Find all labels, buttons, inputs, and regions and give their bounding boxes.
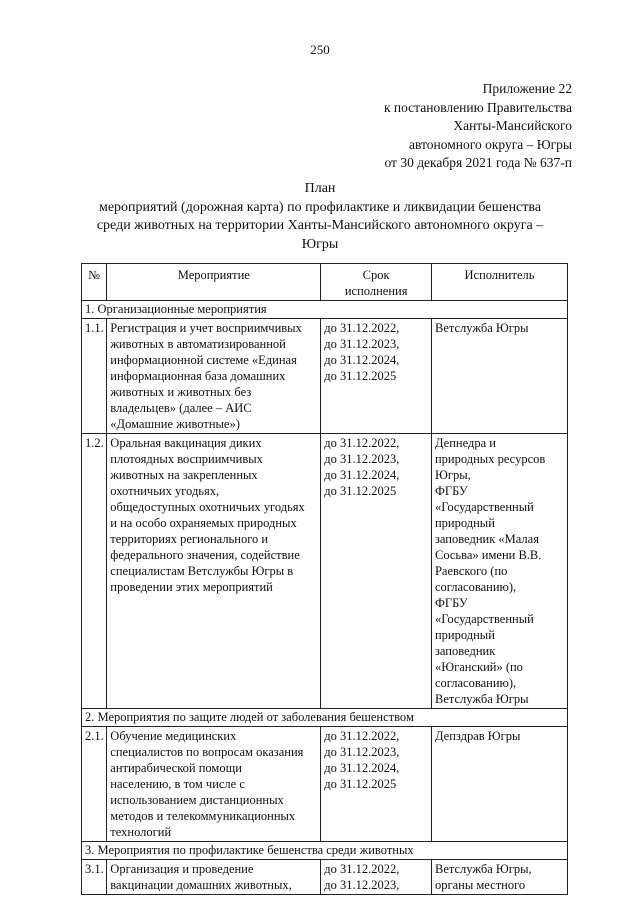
row-event-line: Организация и проведение bbox=[110, 862, 254, 876]
row-term-line: до 31.12.2023, bbox=[324, 878, 400, 892]
row-event bbox=[107, 434, 321, 709]
table-row bbox=[82, 434, 568, 709]
row-event-line: и на особо охраняемых природных bbox=[110, 516, 297, 530]
row-event bbox=[107, 860, 321, 895]
row-executor-line: «Государственный bbox=[434, 612, 534, 626]
appendix-line: к постановлению Правительства bbox=[383, 99, 572, 115]
row-event-line: антирабической помощи bbox=[110, 761, 242, 775]
section-title: 1. Организационные мероприятия bbox=[82, 301, 568, 319]
row-term-line: до 31.12.2022, bbox=[324, 321, 400, 335]
row-term-line: до 31.12.2023, bbox=[324, 452, 400, 466]
appendix-line: Приложение 22 bbox=[482, 81, 572, 96]
row-executor-line: Югры, bbox=[434, 468, 471, 482]
plan-title-line: среди животных на территории Ханты-Мансийского автономного округа – bbox=[96, 218, 544, 233]
table-header-row bbox=[82, 264, 568, 301]
section-row bbox=[82, 301, 568, 319]
table-row bbox=[82, 860, 568, 895]
row-event-line: специалистов по вопросам оказания bbox=[110, 745, 304, 759]
appendix-block bbox=[384, 80, 572, 173]
row-term-line: до 31.12.2023, bbox=[324, 337, 400, 351]
row-event bbox=[107, 727, 321, 842]
row-event-line: использованием дистанционных bbox=[110, 793, 284, 807]
row-executor bbox=[431, 727, 567, 842]
row-event-line: «Домашние животные») bbox=[110, 417, 240, 431]
row-term-line: до 31.12.2025 bbox=[324, 777, 397, 791]
row-executor bbox=[431, 319, 567, 434]
section-row bbox=[82, 709, 568, 727]
table-row bbox=[82, 319, 568, 434]
section-title: 3. Мероприятия по профилактике бешенства среди животных bbox=[82, 842, 568, 860]
appendix-line: автономного округа – Югры bbox=[409, 136, 572, 152]
row-executor-line: Сосьва» имени В.В. bbox=[434, 548, 542, 562]
row-event-line: Регистрация и учет восприимчивых bbox=[110, 321, 302, 335]
row-executor-line: согласованию), bbox=[434, 580, 517, 594]
row-executor-line: «Юганский» (по bbox=[434, 660, 523, 674]
row-term-line: до 31.12.2025 bbox=[324, 369, 397, 383]
row-event-line: информационной системе «Единая bbox=[110, 353, 297, 367]
row-event-line: территориях регионального и bbox=[110, 532, 269, 546]
plan-title-line: мероприятий (дорожная карта) по профилактике и ликвидации бешенства bbox=[98, 199, 542, 215]
row-event-line: животных в автоматизированной bbox=[110, 337, 286, 351]
row-event-line: технологий bbox=[110, 825, 172, 839]
row-event-line: владельцев» (далее – АИС bbox=[110, 401, 252, 415]
row-event-line: Оральная вакцинация диких bbox=[110, 436, 262, 450]
row-event-line: животных на закрепленных bbox=[110, 468, 258, 482]
row-term-line: до 31.12.2024, bbox=[324, 353, 400, 367]
row-event-line: плотоядных восприимчивых bbox=[110, 452, 263, 466]
row-term bbox=[321, 860, 432, 895]
header-num: № bbox=[82, 264, 107, 301]
row-event-line: проведении этих мероприятий bbox=[110, 580, 273, 594]
row-executor-line: Раевского (по bbox=[434, 564, 508, 578]
header-executor: Исполнитель bbox=[431, 264, 567, 301]
row-executor-line: ФГБУ bbox=[434, 596, 468, 610]
table-body bbox=[82, 301, 568, 895]
row-executor-line: согласованию), bbox=[434, 676, 517, 690]
row-executor bbox=[431, 434, 567, 709]
row-number: 1.1. bbox=[82, 319, 107, 434]
row-term-line: до 31.12.2022, bbox=[324, 436, 400, 450]
row-term bbox=[321, 434, 432, 709]
row-term bbox=[321, 727, 432, 842]
plan-title-line: План bbox=[304, 181, 336, 196]
header-term bbox=[321, 264, 432, 301]
row-term-line: до 31.12.2025 bbox=[324, 484, 397, 498]
header-event: Мероприятие bbox=[107, 264, 321, 301]
row-executor-line: органы местного bbox=[434, 878, 526, 892]
section-title: 2. Мероприятия по защите людей от заболевания бешенством bbox=[82, 709, 568, 727]
plan-title bbox=[0, 180, 640, 254]
row-executor-line: «Государственный bbox=[434, 500, 534, 514]
row-executor-line: природный bbox=[434, 628, 495, 642]
row-number: 1.2. bbox=[82, 434, 107, 709]
row-number: 3.1. bbox=[82, 860, 107, 895]
appendix-line: от 30 декабря 2021 года № 637-п bbox=[384, 155, 572, 170]
row-event bbox=[107, 319, 321, 434]
row-number: 2.1. bbox=[82, 727, 107, 842]
row-event-line: населению, в том числе с bbox=[110, 777, 245, 791]
row-executor bbox=[431, 860, 567, 895]
row-event-line: вакцинации домашних животных, bbox=[110, 878, 292, 892]
row-term-line: до 31.12.2024, bbox=[324, 468, 400, 482]
row-event-line: федерального значения, содействие bbox=[110, 548, 300, 562]
row-executor-line: природный bbox=[434, 516, 495, 530]
row-term-line: до 31.12.2022, bbox=[324, 862, 400, 876]
row-executor-line: Ветслужба Югры bbox=[434, 692, 529, 706]
row-executor-line: природных ресурсов bbox=[434, 452, 546, 466]
section-row bbox=[82, 842, 568, 860]
row-executor-line: ФГБУ bbox=[434, 484, 468, 498]
row-term bbox=[321, 319, 432, 434]
header-term-line: Срок bbox=[362, 268, 390, 282]
row-term-line: до 31.12.2023, bbox=[324, 745, 400, 759]
row-executor-line: заповедник bbox=[434, 644, 496, 658]
table-row bbox=[82, 727, 568, 842]
header-term-line: исполнения bbox=[344, 284, 408, 298]
row-term-line: до 31.12.2024, bbox=[324, 761, 400, 775]
page-number: 250 bbox=[310, 42, 330, 57]
row-event-line: Обучение медицинских bbox=[110, 729, 237, 743]
plan-table bbox=[81, 263, 568, 895]
appendix-line: Ханты-Мансийского bbox=[453, 118, 572, 133]
row-event-line: специалистам Ветслужбы Югры в bbox=[110, 564, 294, 578]
row-event-line: общедоступных охотничьих угодьях bbox=[110, 500, 305, 514]
row-executor-line: Депнедра и bbox=[434, 436, 496, 450]
row-executor-line: Ветслужба Югры bbox=[434, 321, 529, 335]
row-event-line: методов и телекоммуникационных bbox=[110, 809, 296, 823]
row-event-line: информационная база домашних bbox=[110, 369, 286, 383]
row-event-line: охотничьих угодьях, bbox=[110, 484, 220, 498]
plan-title-line: Югры bbox=[301, 236, 339, 252]
row-term-line: до 31.12.2022, bbox=[324, 729, 400, 743]
row-executor-line: Ветслужба Югры, bbox=[434, 862, 532, 876]
row-executor-line: Депздрав Югры bbox=[434, 729, 521, 743]
row-executor-line: заповедник «Малая bbox=[434, 532, 539, 546]
row-event-line: животных и животных без bbox=[110, 385, 252, 399]
